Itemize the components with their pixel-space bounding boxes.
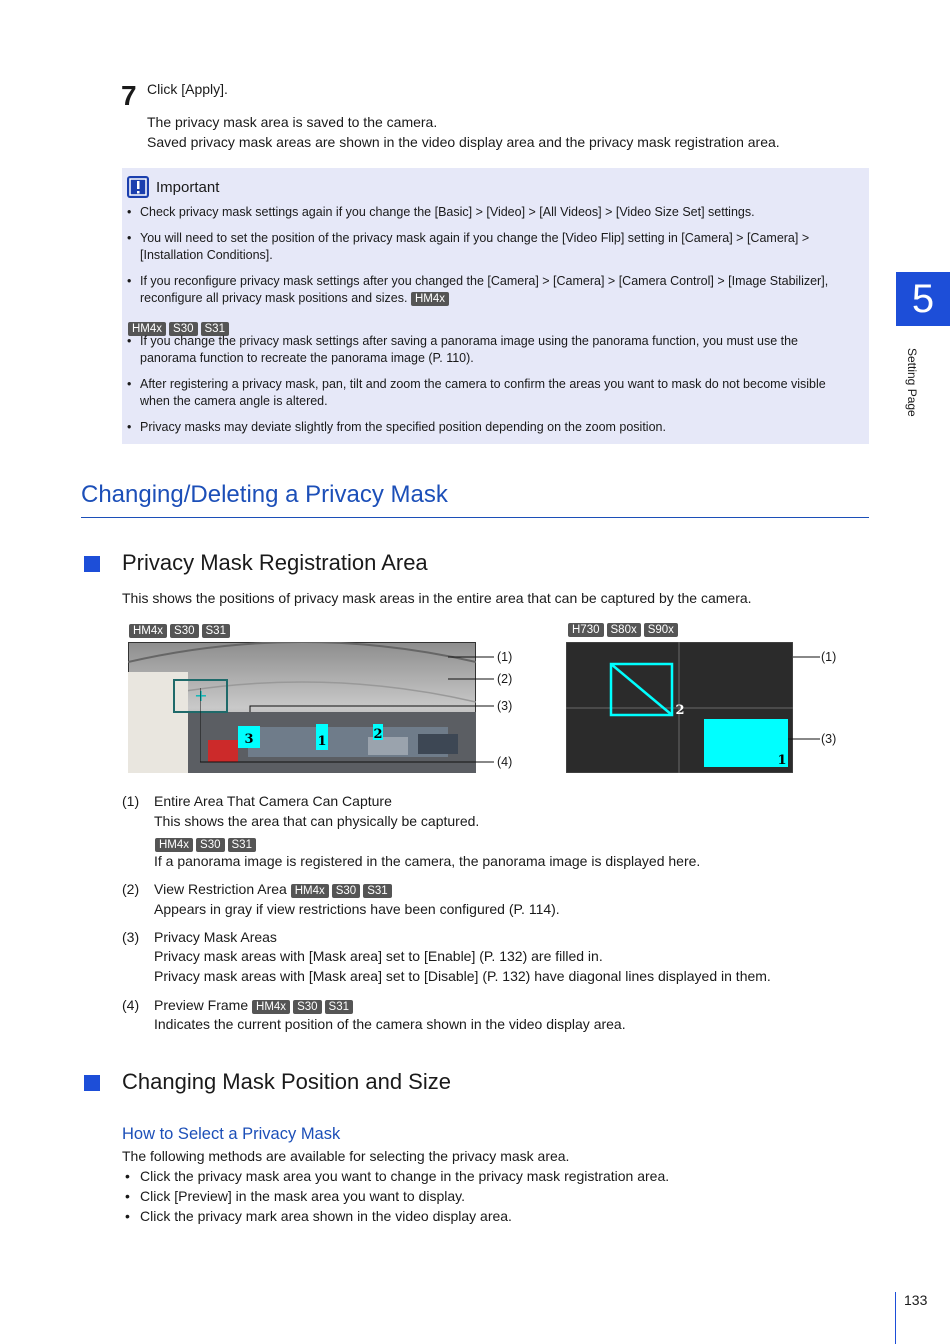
model-tag: S80x bbox=[607, 623, 641, 637]
important-bullet: • Check privacy mask settings again if you change the [Basic] > [Video] > [All Videos] > [Video Size Set] settings. bbox=[140, 204, 855, 222]
model-tag: HM4x bbox=[128, 322, 166, 336]
model-tag: H730 bbox=[568, 623, 604, 637]
item-heading bbox=[154, 997, 356, 1014]
important-title: Important bbox=[156, 179, 220, 196]
important-bullet-cont bbox=[140, 290, 452, 308]
model-tag: S90x bbox=[644, 623, 678, 637]
important-bullet-text: reconfigure all privacy mask positions and sizes. bbox=[140, 291, 408, 305]
panorama-mask-label: 1 bbox=[317, 734, 327, 749]
callout-3: (3) bbox=[821, 732, 837, 746]
model-tag: S30 bbox=[169, 322, 197, 336]
item-line: Privacy mask areas with [Mask area] set to [Disable] (P. 132) have diagonal lines displayed in them. bbox=[154, 968, 771, 984]
changing-intro: The following methods are available for selecting the privacy mask area. bbox=[122, 1148, 570, 1164]
model-tag: S31 bbox=[363, 884, 391, 898]
changing-bullet: Click the privacy mask area you want to change in the privacy mask registration area. bbox=[140, 1168, 670, 1184]
callout-2: (2) bbox=[497, 672, 513, 686]
important-bullet: • You will need to set the position of the privacy mask again if you change the [Video Flip] setting in [Camera] > [Camera] > bbox=[140, 230, 855, 248]
changing-bullet: Click the privacy mark area shown in the video display area. bbox=[140, 1208, 512, 1224]
panorama-mask-label: 3 bbox=[244, 732, 254, 747]
model-tag: S31 bbox=[202, 624, 230, 638]
bullet-dot: • bbox=[125, 1208, 130, 1224]
model-tag: S31 bbox=[228, 838, 256, 852]
chapter-label: Setting Page bbox=[905, 348, 919, 417]
model-tag: HM4x bbox=[155, 838, 193, 852]
item-heading: Privacy Mask Areas bbox=[154, 929, 277, 945]
registration-intro: This shows the positions of privacy mask areas in the entire area that can be captured by the camera. bbox=[122, 590, 752, 606]
section-title: Changing/Deleting a Privacy Mask bbox=[81, 481, 448, 508]
svg-text:+: + bbox=[194, 686, 208, 705]
bullet-dot: • bbox=[125, 1188, 130, 1204]
model-tag: S30 bbox=[332, 884, 360, 898]
model-tag: S30 bbox=[196, 838, 224, 852]
step-title: Click [Apply]. bbox=[147, 81, 228, 97]
model-tag: HM4x bbox=[252, 1000, 290, 1014]
page-number: 133 bbox=[904, 1292, 928, 1308]
callout-1: (1) bbox=[821, 650, 837, 664]
warning-icon bbox=[127, 176, 149, 198]
step-line: Saved privacy mask areas are shown in the video display area and the privacy mask registration area. bbox=[147, 134, 780, 150]
important-bullet-cont: [Installation Conditions]. bbox=[140, 248, 273, 262]
item-number: (1) bbox=[122, 793, 140, 809]
item-line: Privacy mask areas with [Mask area] set to [Enable] (P. 132) are filled in. bbox=[154, 948, 603, 964]
item-number: (2) bbox=[122, 881, 140, 897]
step-line: The privacy mask area is saved to the camera. bbox=[147, 114, 438, 130]
callout-4: (4) bbox=[497, 755, 513, 769]
left-callout-lines bbox=[200, 650, 500, 770]
item-line: This shows the area that can physically be captured. bbox=[154, 813, 480, 829]
changing-subheading: How to Select a Privacy Mask bbox=[122, 1125, 341, 1143]
model-tag: HM4x bbox=[411, 292, 449, 306]
model-tag: S30 bbox=[293, 1000, 321, 1014]
model-tag: S30 bbox=[170, 624, 198, 638]
registration-heading: Privacy Mask Registration Area bbox=[122, 550, 428, 575]
chapter-tab: 5 bbox=[896, 272, 950, 326]
heading-square-icon bbox=[84, 1075, 100, 1091]
important-bullet: • After registering a privacy mask, pan, tilt and zoom the camera to confirm the areas you want to mask do not become visible bbox=[140, 376, 855, 394]
changing-bullet: Click [Preview] in the mask area you want to display. bbox=[140, 1188, 465, 1204]
step-number: 7 bbox=[121, 80, 137, 111]
important-bullet: • If you change the privacy mask settings after saving a panorama image using the panorama function, you must use the bbox=[140, 333, 855, 351]
callout-1: (1) bbox=[497, 650, 513, 664]
left-figure-tags bbox=[129, 621, 233, 639]
grid-figure bbox=[566, 642, 793, 773]
important-bullet: • Privacy masks may deviate slightly from the specified position depending on the zoom position. bbox=[140, 419, 855, 437]
grid-mask-label: 1 bbox=[777, 753, 787, 768]
right-callout-lines bbox=[780, 650, 825, 750]
callout-3: (3) bbox=[497, 699, 513, 713]
right-figure-tags bbox=[568, 620, 681, 638]
model-tag: HM4x bbox=[129, 624, 167, 638]
model-tag: HM4x bbox=[291, 884, 329, 898]
item-heading: Entire Area That Camera Can Capture bbox=[154, 793, 392, 809]
item-line: Appears in gray if view restrictions have been configured (P. 114). bbox=[154, 901, 560, 917]
important-bullet-cont: panorama function to recreate the panorama image (P. 110). bbox=[140, 351, 474, 365]
item-line: Indicates the current position of the camera shown in the video display area. bbox=[154, 1016, 626, 1032]
heading-square-icon bbox=[84, 556, 100, 572]
section-rule bbox=[81, 517, 869, 518]
grid-mask-label: 2 bbox=[675, 703, 685, 718]
item-heading-text: Preview Frame bbox=[154, 997, 249, 1013]
important-bullet: • If you reconfigure privacy mask settings after you changed the [Camera] > [Camera] > [Camera Control] > [Image Stabilizer], bbox=[140, 273, 855, 291]
item-number: (4) bbox=[122, 997, 140, 1013]
changing-heading: Changing Mask Position and Size bbox=[122, 1069, 451, 1094]
important-bullet-cont: when the camera angle is altered. bbox=[140, 394, 328, 408]
item-heading-text: View Restriction Area bbox=[154, 881, 287, 897]
model-tag: S31 bbox=[325, 1000, 353, 1014]
item-line: If a panorama image is registered in the camera, the panorama image is displayed here. bbox=[154, 853, 701, 869]
panorama-mask-label: 2 bbox=[373, 727, 383, 742]
item-heading bbox=[154, 881, 395, 898]
page-rule bbox=[895, 1292, 896, 1344]
item-number: (3) bbox=[122, 929, 140, 945]
bullet-dot: • bbox=[125, 1168, 130, 1184]
model-tag: S31 bbox=[201, 322, 229, 336]
